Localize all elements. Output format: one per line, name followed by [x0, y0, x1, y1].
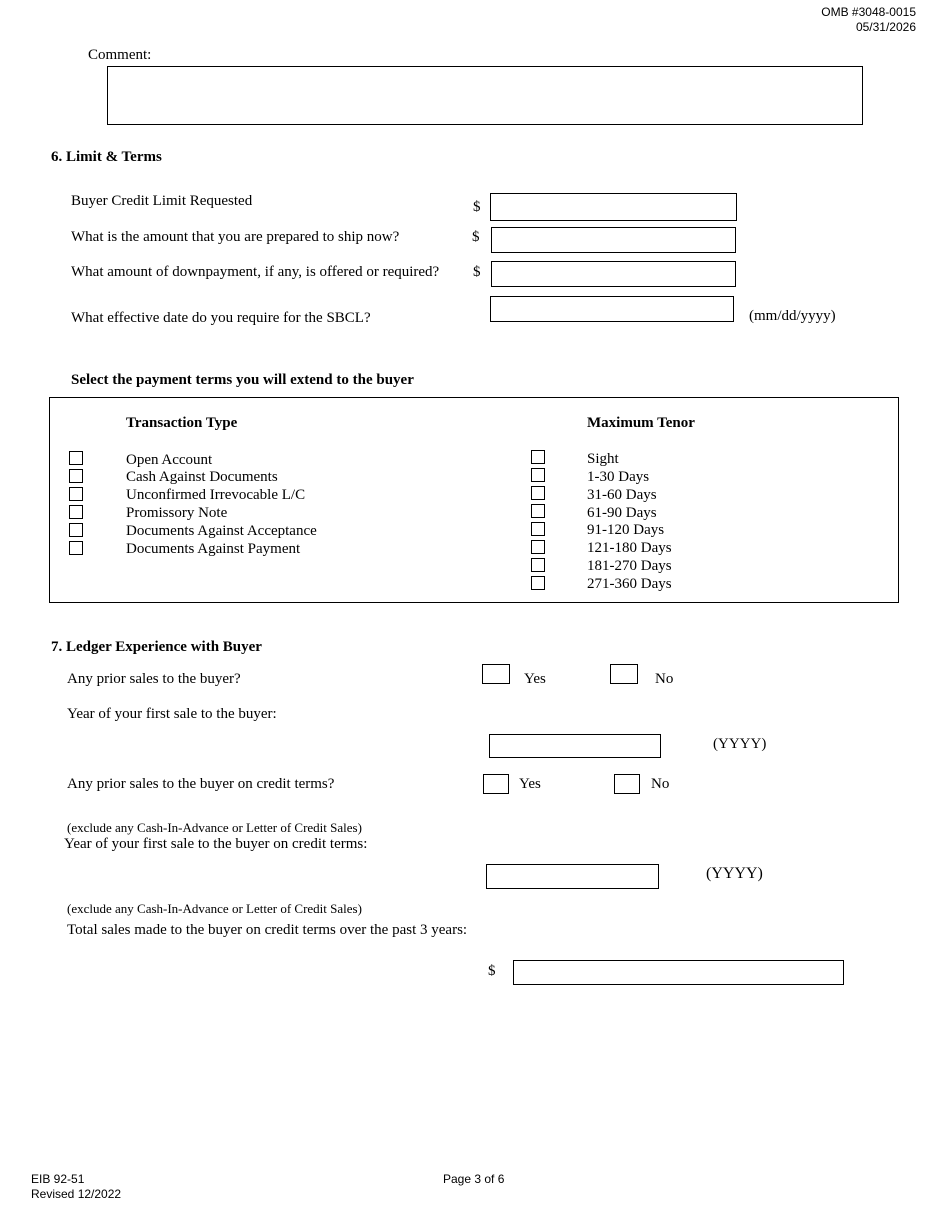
checkbox-tenor-sight[interactable]	[531, 450, 545, 464]
transaction-unconfirmed-lc: Unconfirmed Irrevocable L/C	[126, 487, 306, 503]
maximum-tenor-header: Maximum Tenor	[587, 415, 695, 431]
credit-limit-label: Buyer Credit Limit Requested	[71, 193, 253, 209]
prior-sales-label: Any prior sales to the buyer?	[67, 671, 241, 687]
page-number: Page 3 of 6	[443, 1172, 505, 1186]
downpayment-label: What amount of downpayment, if any, is offered or required?	[71, 264, 440, 280]
transaction-promissory-note: Promissory Note	[126, 505, 228, 521]
checkbox-tenor-121-180[interactable]	[531, 540, 545, 554]
first-sale-year-field[interactable]	[489, 734, 661, 758]
prior-credit-sales-yes-label: Yes	[519, 776, 541, 792]
checkbox-cash-against-documents[interactable]	[69, 469, 83, 483]
checkbox-tenor-1-30[interactable]	[531, 468, 545, 482]
prior-credit-sales-no-label: No	[651, 776, 670, 792]
checkbox-promissory-note[interactable]	[69, 505, 83, 519]
tenor-1-30: 1-30 Days	[587, 469, 650, 485]
transaction-documents-against-acceptance: Documents Against Acceptance	[126, 523, 317, 539]
tenor-91-120: 91-120 Days	[587, 522, 665, 538]
tenor-181-270: 181-270 Days	[587, 558, 672, 574]
checkbox-tenor-181-270[interactable]	[531, 558, 545, 572]
first-credit-sale-year-field[interactable]	[486, 864, 659, 889]
credit-limit-field[interactable]	[490, 193, 737, 221]
first-credit-sale-year-format: (YYYY)	[706, 865, 763, 882]
credit-limit-dollar: $	[473, 199, 481, 215]
checkbox-tenor-91-120[interactable]	[531, 522, 545, 536]
omb-number: OMB #3048-0015	[821, 5, 916, 19]
comment-field[interactable]	[107, 66, 863, 125]
downpayment-field[interactable]	[491, 261, 736, 287]
transaction-type-header: Transaction Type	[126, 415, 238, 431]
checkbox-tenor-31-60[interactable]	[531, 486, 545, 500]
first-sale-year-format: (YYYY)	[713, 736, 767, 752]
exclude-note-1: (exclude any Cash-In-Advance or Letter of Credit Sales)	[67, 820, 362, 835]
tenor-sight: Sight	[587, 451, 619, 467]
prior-credit-sales-label: Any prior sales to the buyer on credit terms?	[67, 776, 335, 792]
prior-sales-yes-label: Yes	[524, 671, 546, 687]
tenor-31-60: 31-60 Days	[587, 487, 657, 503]
effective-date-field[interactable]	[490, 296, 734, 322]
total-sales-label: Total sales made to the buyer on credit terms over the past 3 years:	[67, 922, 468, 938]
comment-label: Comment:	[88, 47, 152, 63]
payment-terms-title: Select the payment terms you will extend to the buyer	[71, 372, 414, 388]
checkbox-open-account[interactable]	[69, 451, 83, 465]
checkbox-documents-against-acceptance[interactable]	[69, 523, 83, 537]
total-sales-field[interactable]	[513, 960, 844, 985]
prior-sales-no-checkbox[interactable]	[610, 664, 638, 684]
transaction-documents-against-payment: Documents Against Payment	[126, 541, 301, 557]
tenor-121-180: 121-180 Days	[587, 540, 672, 556]
revised-date: Revised 12/2022	[31, 1187, 122, 1201]
downpayment-dollar: $	[473, 264, 481, 280]
checkbox-documents-against-payment[interactable]	[69, 541, 83, 555]
checkbox-tenor-61-90[interactable]	[531, 504, 545, 518]
form-number: EIB 92-51	[31, 1172, 85, 1186]
ship-now-label: What is the amount that you are prepared to ship now?	[71, 229, 400, 245]
prior-sales-no-label: No	[655, 671, 674, 687]
ship-now-field[interactable]	[491, 227, 736, 253]
section-6-title: 6. Limit & Terms	[51, 149, 162, 165]
first-credit-sale-year-label: Year of your first sale to the buyer on credit terms:	[64, 836, 368, 852]
checkbox-tenor-271-360[interactable]	[531, 576, 545, 590]
section-7-title: 7. Ledger Experience with Buyer	[51, 639, 262, 655]
exclude-note-2: (exclude any Cash-In-Advance or Letter of Credit Sales)	[67, 901, 362, 916]
transaction-open-account: Open Account	[126, 452, 213, 468]
transaction-cash-against-documents: Cash Against Documents	[126, 469, 278, 485]
date-format-hint: (mm/dd/yyyy)	[749, 308, 836, 324]
prior-sales-yes-checkbox[interactable]	[482, 664, 510, 684]
tenor-61-90: 61-90 Days	[587, 505, 657, 521]
prior-credit-sales-no-checkbox[interactable]	[614, 774, 640, 794]
ship-now-dollar: $	[472, 229, 480, 245]
first-sale-year-label: Year of your first sale to the buyer:	[67, 706, 277, 722]
total-sales-dollar: $	[488, 963, 496, 979]
effective-date-label: What effective date do you require for the SBCL?	[71, 310, 371, 326]
tenor-271-360: 271-360 Days	[587, 576, 672, 592]
prior-credit-sales-yes-checkbox[interactable]	[483, 774, 509, 794]
checkbox-unconfirmed-lc[interactable]	[69, 487, 83, 501]
omb-expiry: 05/31/2026	[855, 20, 916, 34]
